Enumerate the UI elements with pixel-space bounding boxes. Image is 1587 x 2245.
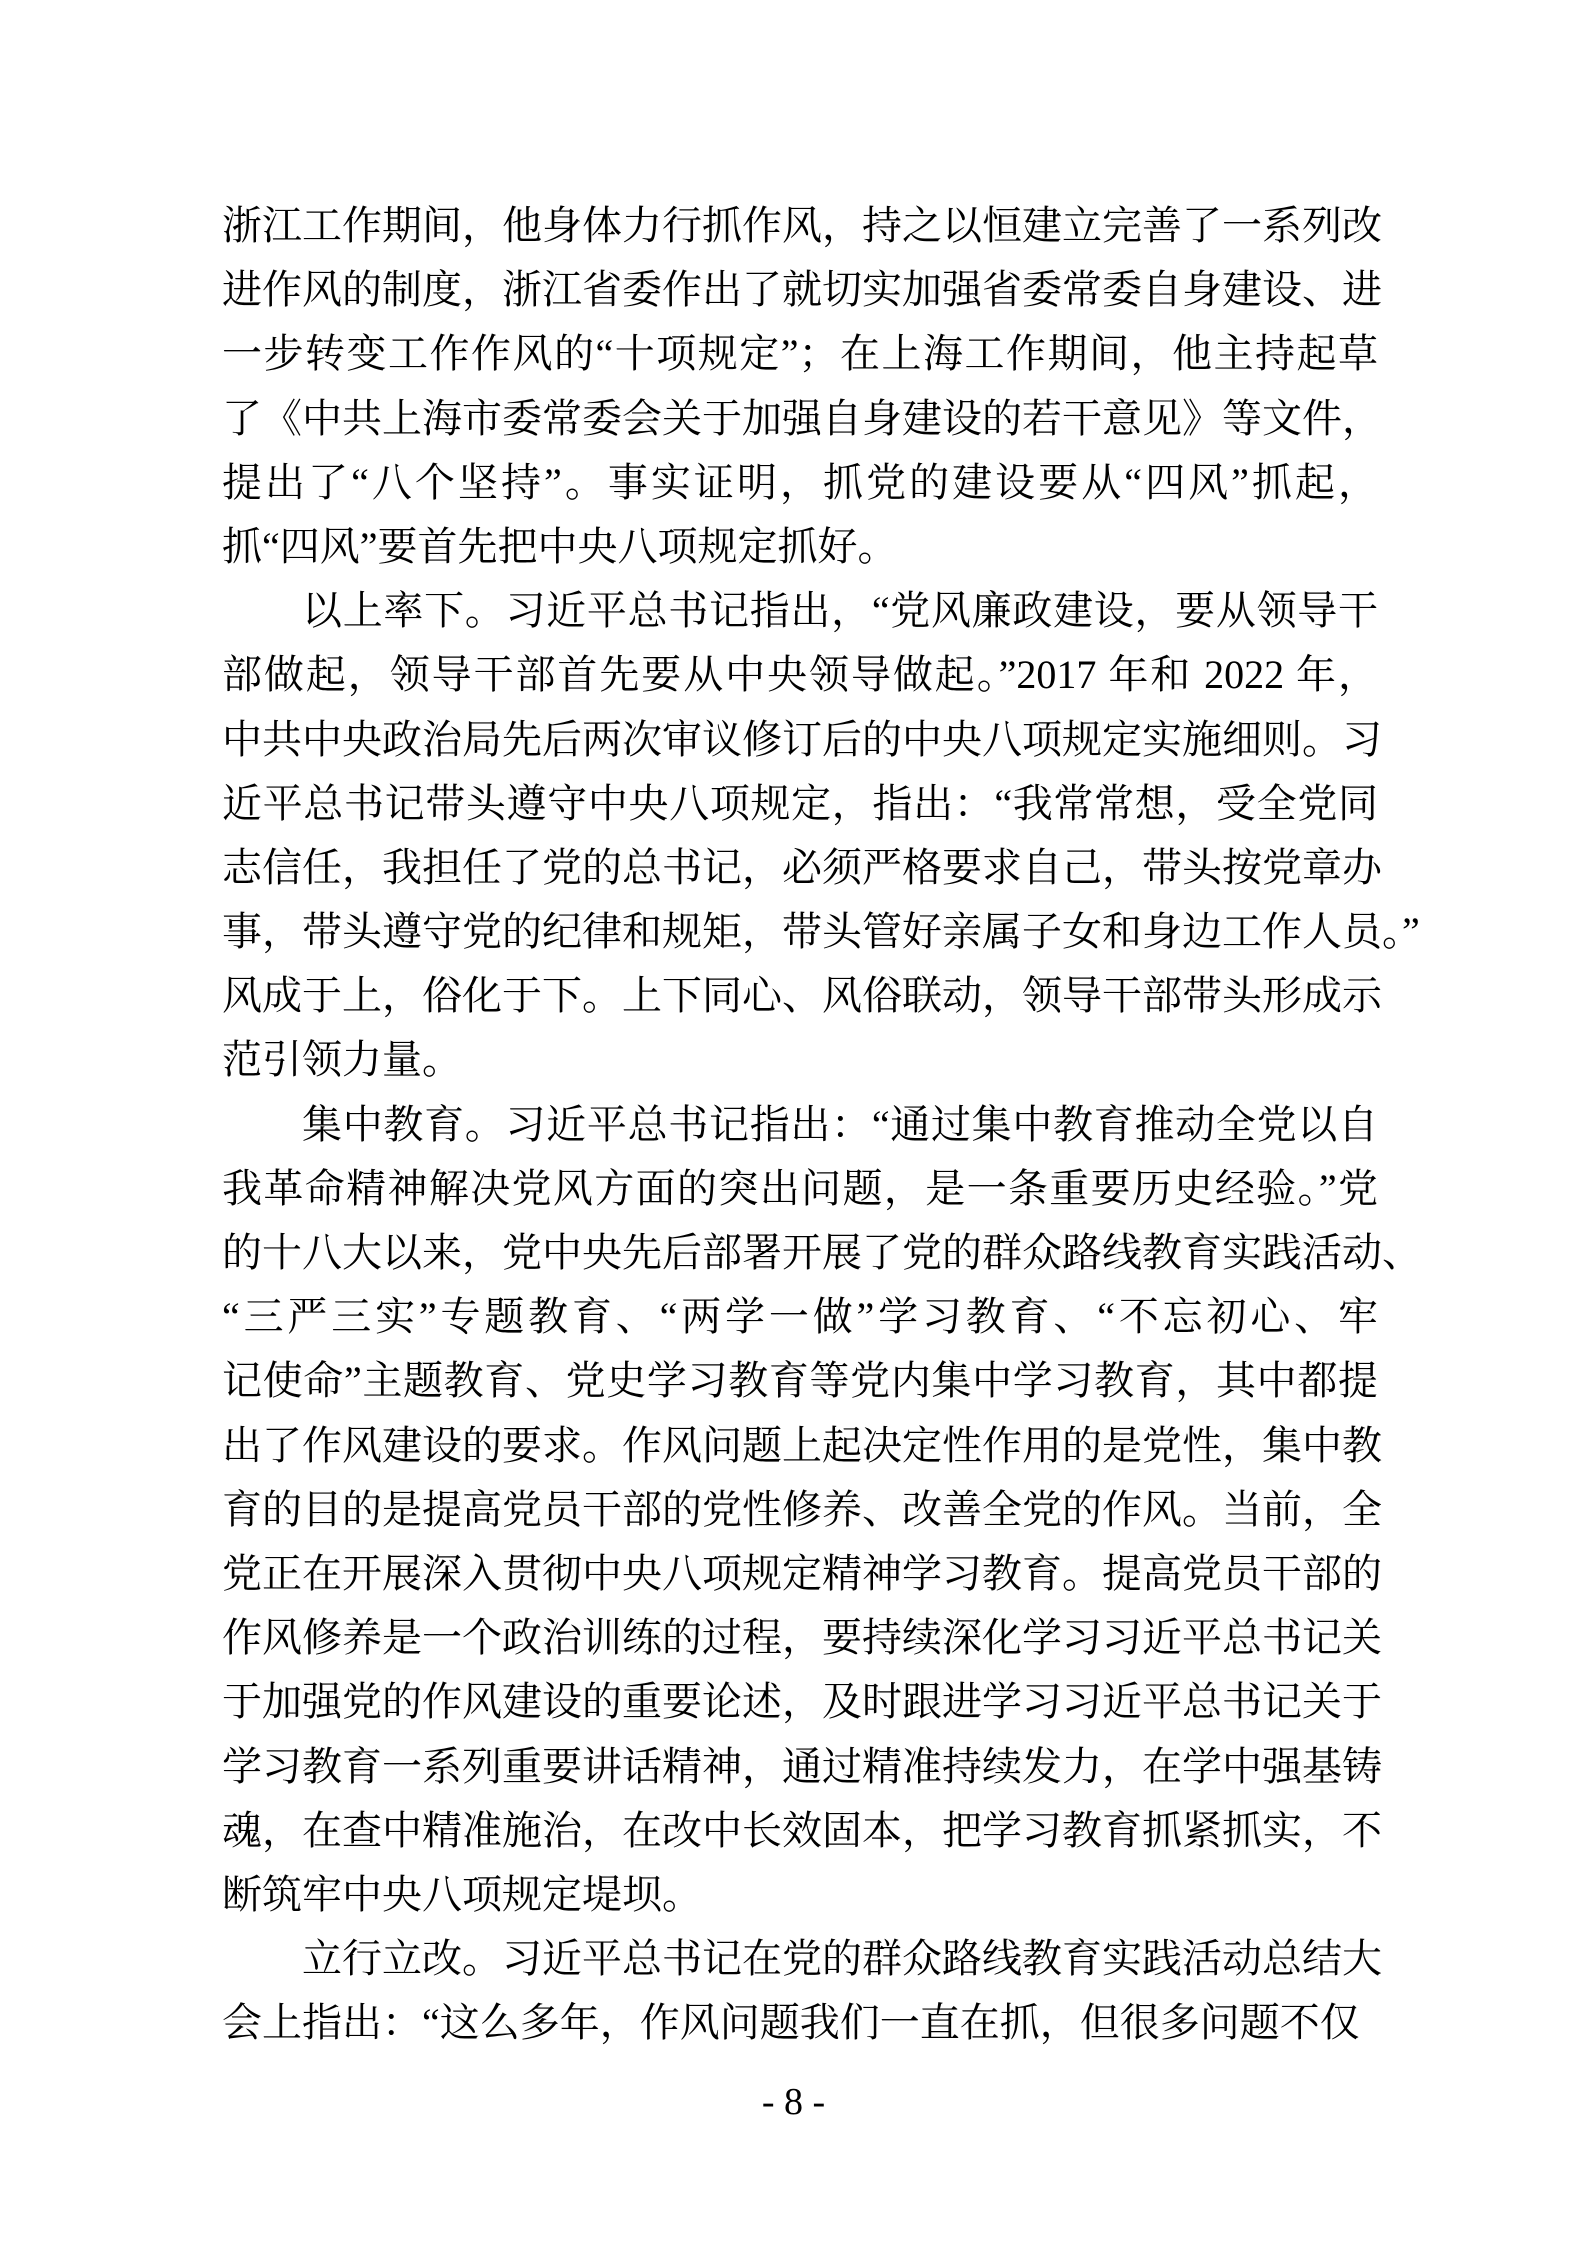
text-line: 抓“四风”要首先把中央八项规定抓好。: [222, 523, 898, 569]
text-line: 部做起，领导干部首先要从中央领导做起。”2017 年和 2022 年，: [222, 652, 1378, 698]
text-line: 浙江工作期间，他身体力行抓作风，持之以恒建立完善了一系列改: [222, 203, 1382, 248]
text-line: 志信任，我担任了党的总书记，必须严格要求自己，带头按党章办: [222, 844, 1382, 890]
text-line: 育的目的是提高党员干部的党性修养、改善全党的作风。当前，全: [222, 1486, 1382, 1532]
text-line: 出了作风建设的要求。作风问题上起决定性作用的是党性，集中教: [222, 1422, 1382, 1468]
text-line: 进作风的制度，浙江省委作出了就切实加强省委常委自身建设、进: [222, 267, 1382, 313]
text-line: 作风修养是一个政治训练的过程，要持续深化学习习近平总书记关: [222, 1615, 1382, 1661]
text-line: 提出了“八个坚持”。事实证明，抓党的建设要从“四风”抓起，: [222, 459, 1378, 505]
text-line: 中共中央政治局先后两次审议修订后的中央八项规定实施细则。习: [222, 716, 1382, 762]
text-line: 以上率下。习近平总书记指出，“党风廉政建设，要从领导干: [302, 588, 1378, 634]
text-line: 我革命精神解决党风方面的突出问题，是一条重要历史经验。”党: [222, 1165, 1378, 1211]
text-line: 范引领力量。: [222, 1037, 462, 1083]
text-line: 魂，在查中精准施治，在改中长效固本，把学习教育抓紧抓实，不: [222, 1807, 1382, 1853]
text-line: 了《中共上海市委常委会关于加强自身建设的若干意见》等文件，: [222, 395, 1382, 441]
text-line: 断筑牢中央八项规定堤坝。: [222, 1871, 702, 1917]
text-line: 记使命”主题教育、党史学习教育等党内集中学习教育，其中都提: [222, 1358, 1378, 1404]
text-line: 一步转变工作作风的“十项规定”；在上海工作期间，他主持起草: [222, 331, 1378, 377]
text-line: 集中教育。习近平总书记指出：“通过集中教育推动全党以自: [302, 1101, 1378, 1147]
text-line: 事，带头遵守党的纪律和规矩，带头管好亲属子女和身边工作人员。”: [222, 909, 1420, 955]
text-line: 近平总书记带头遵守中央八项规定，指出：“我常常想，受全党同: [222, 780, 1378, 826]
document-body: [222, 194, 1422, 2055]
text-line: 学习教育一系列重要讲话精神，通过精准持续发力，在学中强基铸: [222, 1743, 1382, 1789]
text-line: 的十八大以来，党中央先后部署开展了党的群众路线教育实践活动、: [222, 1230, 1422, 1275]
text-line: “三严三实”专题教育、“两学一做”学习教育、“不忘初心、牢: [222, 1294, 1378, 1340]
text-line: 于加强党的作风建设的重要论述，及时跟进学习习近平总书记关于: [222, 1679, 1382, 1725]
text-line: 立行立改。习近平总书记在党的群众路线教育实践活动总结大: [302, 1936, 1382, 1982]
text-line: 会上指出：“这么多年，作风问题我们一直在抓，但很多问题不仅: [222, 2000, 1360, 2046]
text-line: 党正在开展深入贯彻中央八项规定精神学习教育。提高党员干部的: [222, 1550, 1382, 1596]
text-line: 风成于上，俗化于下。上下同心、风俗联动，领导干部带头形成示: [222, 973, 1382, 1019]
page-number: - 8 -: [761, 2081, 826, 2123]
